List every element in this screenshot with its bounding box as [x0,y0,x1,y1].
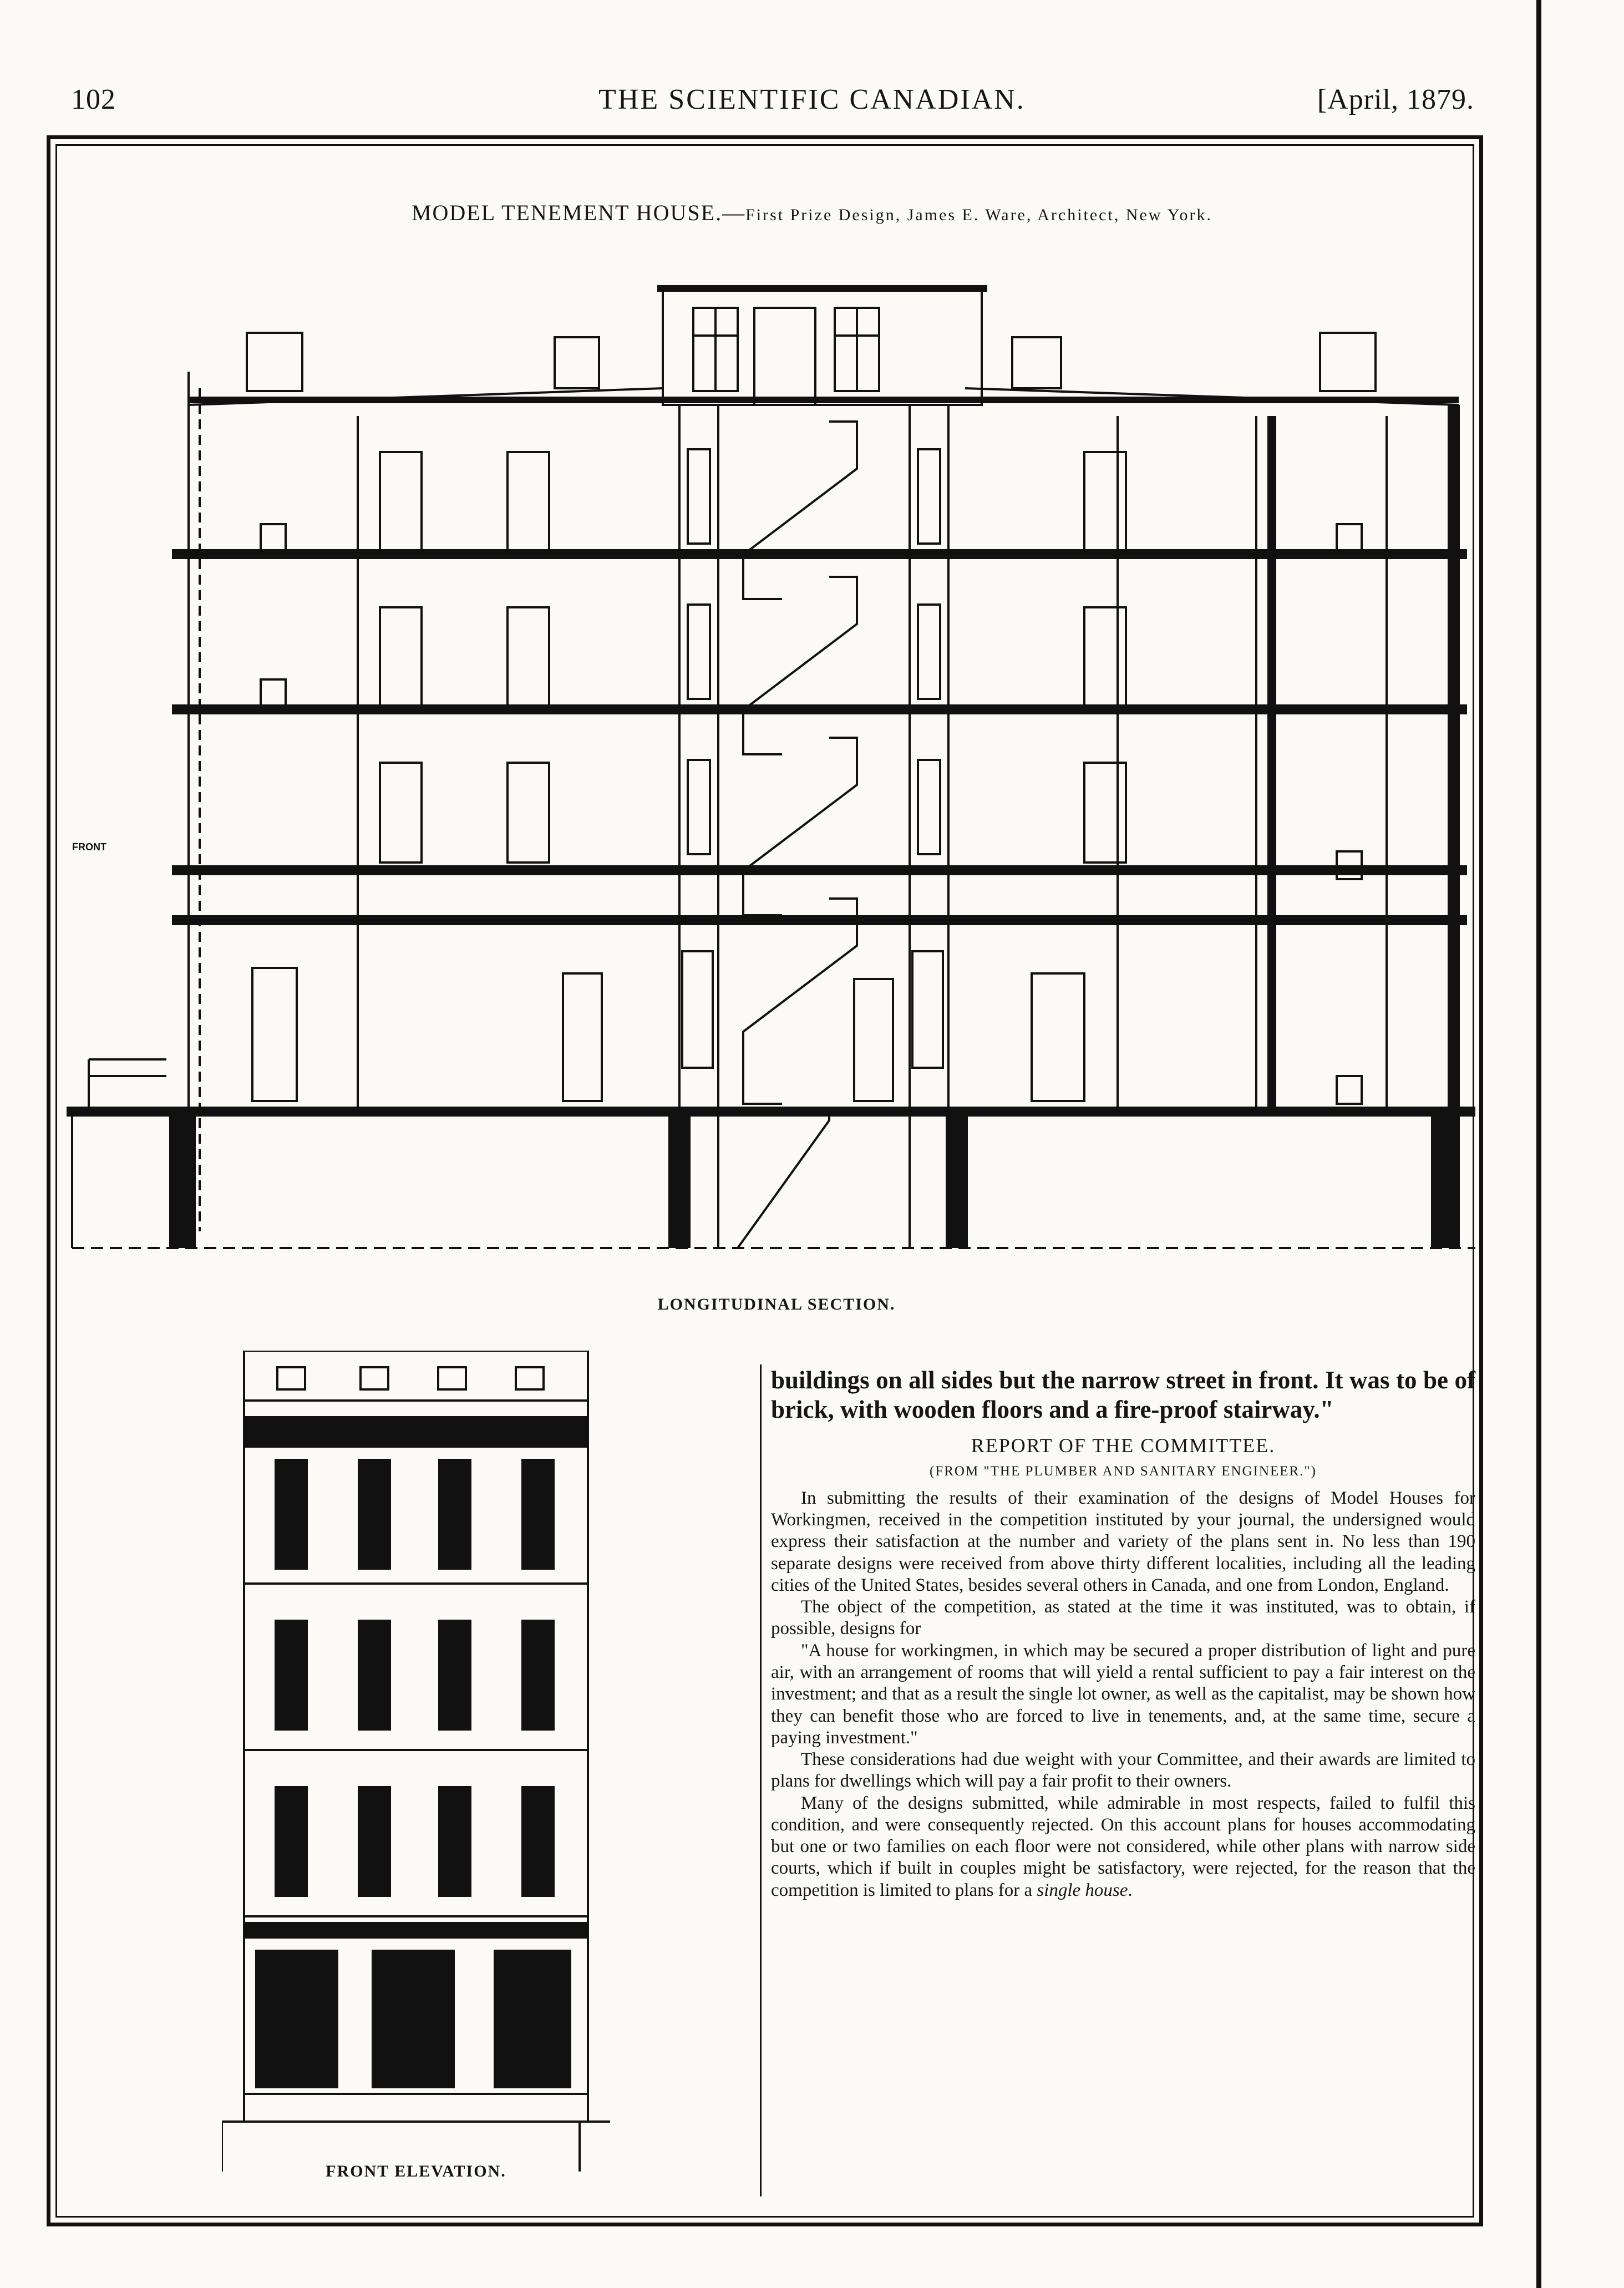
plate-title [0,200,1624,226]
plate-title-subtitle: First Prize Design, James E. Ware, Architect, New York. [745,206,1213,224]
paragraph-1: In submitting the results of their examination of the designs of Model Houses for Workingmen, received in the competition instituted by your journal, the undersigned would express their satisfaction at the number and variety of the plans sent in. No less than 190 separate designs were received from above thirty different localities, including all the leading cities of the United States, besides several others in Canada, and one from London, England. [771,1488,1475,1595]
paragraph-2: The object of the competition, as stated at the time it was instituted, was to obtain, if possible, designs for [771,1597,1475,1639]
longitudinal-section-caption: LONGITUDINAL SECTION. [657,1295,896,1313]
paragraph-4: These considerations had due weight with your Committee, and their awards are limited to plans for dwellings which will pay a fair profit to their owners. [771,1749,1475,1792]
quoted-competition-terms: "A house for workingmen, in which may be secured a proper distribution of light and pure air, with an arrangement of rooms that will yield a rental sufficient to pay a fair interest on the investment; and that as a result the single lot owner, as well as the capitalist, may be shown how they can benefit those who are forced to live in tenements, and, at the same time, secure a paying investment." [771,1640,1475,1748]
column-rule [760,1364,762,2196]
section-heading: REPORT OF THE COMMITTEE. [971,1434,1276,1457]
plate-title-main: MODEL TENEMENT HOUSE.— [411,200,746,225]
front-elevation-drawing [222,1351,610,2183]
issue-date: [April, 1879. [1317,84,1474,115]
longitudinal-section-drawing [55,255,1475,1309]
article-lead-text: buildings on all sides but the narrow street in front. It was to be of brick, with wooden floors and a fire-proof stairway." [771,1366,1475,1423]
paragraph-5-emphasis: single house [1037,1880,1128,1900]
front-elevation-caption: FRONT ELEVATION. [326,2162,506,2180]
article-column [771,1366,1475,1901]
section-front-marker: FRONT [72,841,106,853]
page-number: 102 [71,84,116,115]
source-line: (FROM "THE PLUMBER AND SANITARY ENGINEER.") [930,1464,1317,1479]
page-edge-rule [1536,0,1559,2288]
paragraph-5 [771,1793,1475,1901]
paragraph-5-text: Many of the designs submitted, while admirable in most respects, failed to fulfil this condition, and were consequently rejected. On this account plans for houses accommodating but one or two families on each floor were not considered, while other plans with narrow side courts, which if built in couples might be satisfactory, were rejected, for the reason that the competition is limited to plans for a [771,1793,1475,1900]
paragraph-5-end: . [1128,1880,1133,1900]
journal-title: THE SCIENTIFIC CANADIAN. [598,84,1026,115]
